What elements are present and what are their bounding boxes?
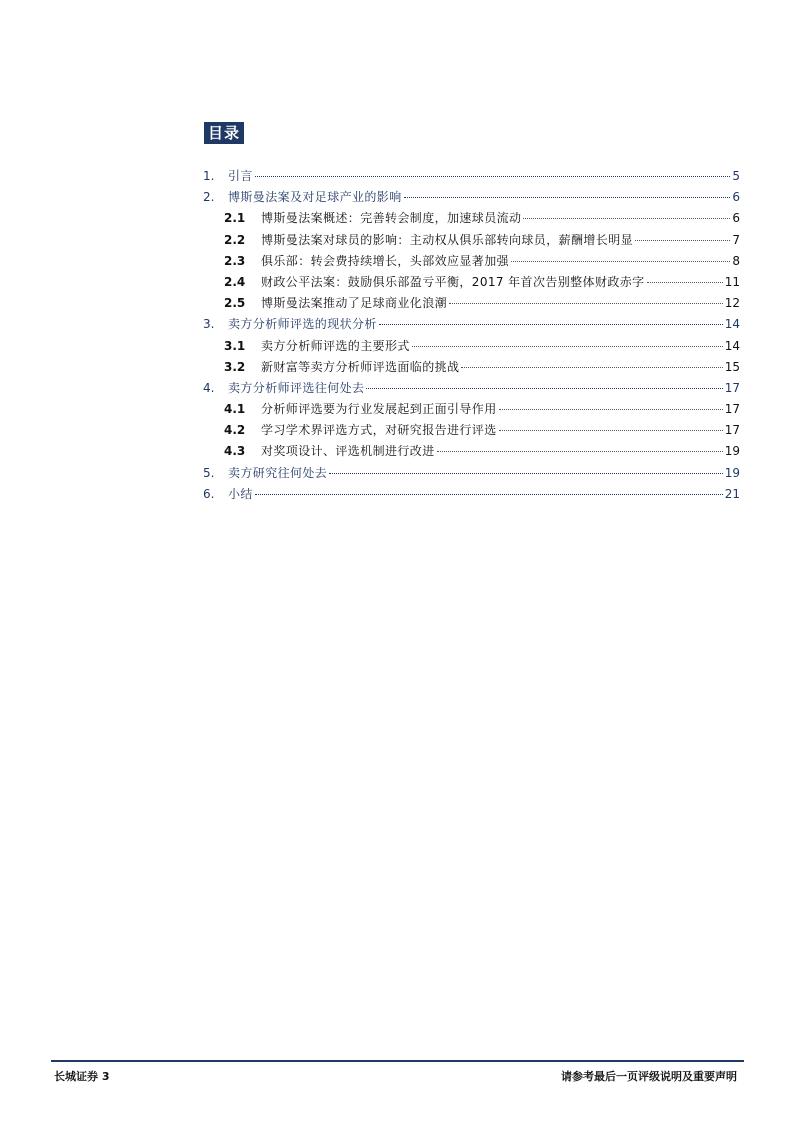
toc-item-3[interactable] — [203, 314, 740, 335]
toc-item-2-1[interactable] — [203, 208, 740, 229]
toc-item-number: 4.1 — [224, 402, 246, 417]
toc-item-number: 2.2 — [224, 232, 246, 247]
toc-item-number: 4. — [203, 380, 215, 395]
toc-item-number: 2.5 — [224, 296, 246, 311]
toc-leader-dots — [499, 409, 723, 410]
toc-leader-dots — [437, 451, 723, 452]
toc-item-title: 卖方分析师评选的现状分析 — [228, 317, 377, 332]
toc-leader-dots — [449, 303, 723, 304]
footer-divider — [51, 1060, 744, 1062]
toc-item-number: 4.3 — [224, 444, 246, 459]
toc-item-title: 博斯曼法案概述：完善转会制度，加速球员流动 — [261, 211, 522, 226]
toc-item-page: 12 — [724, 296, 740, 311]
toc-item-number: 3.2 — [224, 359, 246, 374]
toc-item-page: 6 — [732, 190, 740, 205]
toc-leader-dots — [635, 240, 730, 241]
toc-item-page: 19 — [724, 444, 740, 459]
toc-item-page: 8 — [732, 253, 740, 268]
toc-item-title: 引言 — [228, 169, 253, 183]
toc-item-page: 17 — [724, 380, 740, 395]
toc-item-title: 卖方研究往何处去 — [228, 465, 328, 480]
toc-item-2-2[interactable] — [203, 230, 740, 251]
toc-item-page: 6 — [732, 211, 740, 226]
toc-leader-dots — [329, 473, 723, 474]
toc-leader-dots — [404, 197, 731, 198]
toc-item-number: 3. — [203, 317, 215, 332]
toc-item-3-1[interactable] — [203, 336, 740, 357]
toc-item-page: 5 — [732, 169, 740, 183]
toc-item-title: 财政公平法案：鼓励俱乐部盈亏平衡，2017 年首次告别整体财政赤字 — [261, 274, 645, 289]
footer-company-page: 长城证券 3 — [54, 1070, 110, 1083]
toc-item-4-2[interactable] — [203, 420, 740, 441]
toc-item-number: 2.3 — [224, 253, 246, 268]
toc-item-4-1[interactable] — [203, 399, 740, 420]
toc-leader-dots — [647, 282, 723, 283]
footer-disclaimer: 请参考最后一页评级说明及重要声明 — [561, 1070, 737, 1083]
toc-item-title: 博斯曼法案推动了足球商业化浪潮 — [261, 296, 448, 311]
toc-leader-dots — [511, 261, 730, 262]
toc-item-page: 17 — [724, 402, 740, 417]
toc-item-title: 卖方分析师评选的主要形式 — [261, 338, 410, 353]
toc-item-page: 21 — [724, 486, 740, 501]
toc-list — [203, 166, 740, 505]
toc-item-title: 卖方分析师评选往何处去 — [228, 380, 365, 395]
toc-item-number: 2.1 — [224, 211, 246, 226]
toc-item-number: 1. — [203, 169, 215, 183]
toc-item-title: 博斯曼法案对球员的影响：主动权从俱乐部转向球员，薪酬增长明显 — [261, 232, 634, 247]
toc-item-number: 3.1 — [224, 338, 246, 353]
toc-item-number: 5. — [203, 465, 215, 480]
toc-item-page: 14 — [724, 317, 740, 332]
toc-item-title: 新财富等卖方分析师评选面临的挑战 — [261, 359, 460, 374]
toc-item-title: 学习学术界评选方式，对研究报告进行评选 — [261, 423, 497, 438]
toc-item-page: 11 — [724, 274, 740, 289]
toc-item-title: 对奖项设计、评选机制进行改进 — [261, 444, 435, 459]
toc-leader-dots — [499, 430, 723, 431]
toc-leader-dots — [379, 324, 723, 325]
toc-leader-dots — [461, 367, 722, 368]
toc-item-4-3[interactable] — [203, 441, 740, 462]
toc-item-2-4[interactable] — [203, 272, 740, 293]
toc-item-2-5[interactable] — [203, 293, 740, 314]
toc-item-title: 分析师评选要为行业发展起到正面引导作用 — [261, 402, 497, 417]
toc-item-page: 15 — [724, 359, 740, 374]
toc-leader-dots — [412, 346, 723, 347]
toc-item-page: 7 — [732, 232, 740, 247]
toc-item-page: 17 — [724, 423, 740, 438]
toc-item-title: 小结 — [228, 486, 253, 501]
toc-item-1[interactable] — [203, 166, 740, 187]
toc-item-6[interactable] — [203, 484, 740, 505]
toc-item-number: 6. — [203, 486, 215, 501]
toc-item-number: 2.4 — [224, 274, 246, 289]
toc-item-5[interactable] — [203, 463, 740, 484]
toc-item-number: 4.2 — [224, 423, 246, 438]
toc-leader-dots — [255, 494, 723, 495]
toc-item-title: 俱乐部：转会费持续增长，头部效应显著加强 — [261, 253, 510, 268]
toc-leader-dots — [523, 218, 730, 219]
toc-item-number: 2. — [203, 190, 215, 205]
toc-item-2-3[interactable] — [203, 251, 740, 272]
toc-item-title: 博斯曼法案及对足球产业的影响 — [228, 190, 402, 205]
toc-item-page: 14 — [724, 338, 740, 353]
toc-item-4[interactable] — [203, 378, 740, 399]
toc-item-page: 19 — [724, 465, 740, 480]
toc-heading: 目录 — [204, 122, 244, 144]
toc-item-3-2[interactable] — [203, 357, 740, 378]
toc-leader-dots — [366, 388, 722, 389]
toc-item-2[interactable] — [203, 187, 740, 208]
toc-leader-dots — [255, 176, 731, 177]
